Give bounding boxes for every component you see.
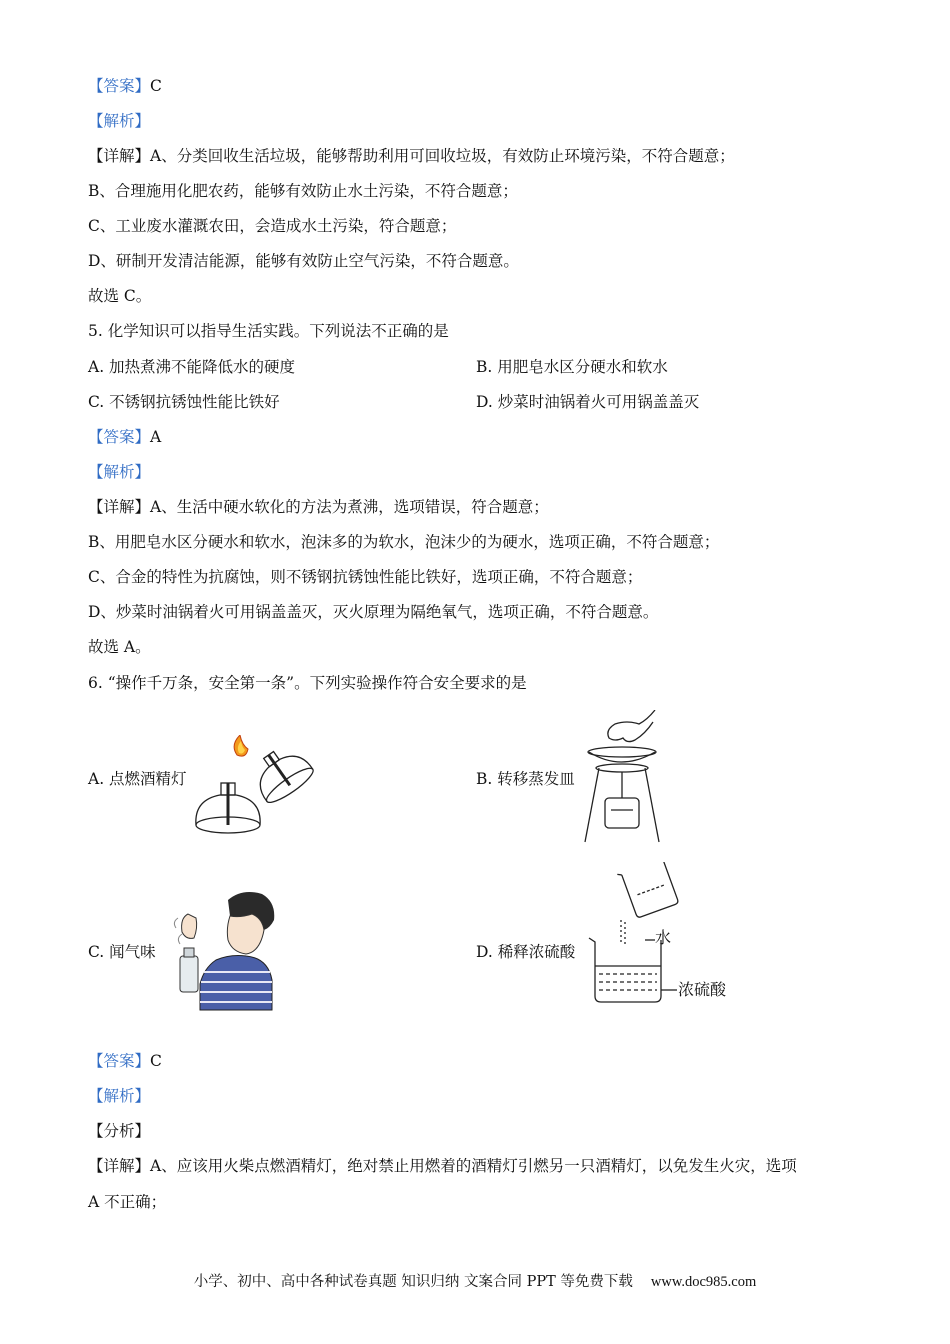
figure-smell-gas <box>170 888 280 1013</box>
q6-option-b: B. 转移蒸发皿 <box>476 770 575 788</box>
answer-tag: 【答案】 <box>88 1052 151 1070</box>
footer-url[interactable]: www.doc985.com <box>650 1274 757 1290</box>
q4-conclusion: 故选 C。 <box>88 287 152 305</box>
q6-option-d: D. 稀释浓硫酸 <box>476 943 576 961</box>
q5-detail-c: C、合金的特性为抗腐蚀，则不锈钢抗锈蚀性能比铁好，选项正确，不符合题意； <box>88 568 643 586</box>
detail-text: A、应该用火柴点燃酒精灯，绝对禁止用燃着的酒精灯引燃另一只酒精灯，以免发生火灾，选项 <box>150 1157 797 1175</box>
q4-analysis-tag: 【解析】 <box>88 112 151 130</box>
q6-answer-line <box>88 1051 162 1071</box>
q5-conclusion: 故选 A。 <box>88 638 151 656</box>
figure-evaporating-dish <box>575 710 670 845</box>
q5-detail-a <box>88 497 549 517</box>
q6-detail-a2: A 不正确； <box>88 1193 167 1211</box>
answer-value: C <box>150 77 162 95</box>
q5-detail-b: B、用肥皂水区分硬水和软水，泡沫多的为软水，泡沫少的为硬水，选项正确，不符合题意； <box>88 533 720 551</box>
q6-detail-a1 <box>88 1156 797 1176</box>
footer-text: 小学、初中、高中各种试卷真题 知识归纳 文案合同 PPT 等免费下载 <box>193 1274 633 1290</box>
answer-value: A <box>150 428 162 446</box>
q5-option-d: D. 炒菜时油锅着火可用锅盖盖灭 <box>476 393 700 411</box>
q5-option-a: A. 加热煮沸不能降低水的硬度 <box>88 358 296 376</box>
page-footer <box>0 1270 950 1291</box>
q5-stem: 5. 化学知识可以指导生活实践。下列说法不正确的是 <box>88 322 449 340</box>
detail-tag: 【详解】 <box>88 1157 151 1175</box>
answer-tag: 【答案】 <box>88 77 151 95</box>
figure-d-water-label: 水 <box>655 928 672 947</box>
figure-alcohol-lamp-lighting <box>190 735 325 840</box>
detail-tag: 【详解】 <box>88 498 151 516</box>
q4-detail-c: C、工业废水灌溉农田，会造成水土污染，符合题意； <box>88 217 457 235</box>
detail-text: A、生活中硬水软化的方法为煮沸，选项错误，符合题意； <box>150 498 549 516</box>
q4-detail-b: B、合理施用化肥农药，能够有效防止水土污染，不符合题意； <box>88 182 518 200</box>
answer-value: C <box>150 1052 162 1070</box>
q4-detail-d: D、研制开发清洁能源，能够有效防止空气污染，不符合题意。 <box>88 252 519 270</box>
q6-stem: 6. “操作千万条，安全第一条”。下列实验操作符合安全要求的是 <box>88 674 527 692</box>
q6-analysis2-tag: 【分析】 <box>88 1122 151 1140</box>
q5-option-c: C. 不锈钢抗锈蚀性能比铁好 <box>88 393 280 411</box>
detail-text: A、分类回收生活垃圾，能够帮助利用可回收垃圾，有效防止环境污染，不符合题意； <box>150 147 735 165</box>
q4-detail-a <box>88 146 735 166</box>
q6-option-c: C. 闻气味 <box>88 943 156 961</box>
q5-analysis-tag: 【解析】 <box>88 463 151 481</box>
q5-answer-line <box>88 427 161 447</box>
q6-option-a: A. 点燃酒精灯 <box>88 770 187 788</box>
answer-tag: 【答案】 <box>88 428 151 446</box>
figure-d-acid-label: 浓硫酸 <box>678 980 727 999</box>
q5-detail-d: D、炒菜时油锅着火可用锅盖盖灭，灭火原理为隔绝氧气，选项正确，不符合题意。 <box>88 603 659 621</box>
q5-option-b: B. 用肥皂水区分硬水和软水 <box>476 358 668 376</box>
q6-analysis-tag: 【解析】 <box>88 1087 151 1105</box>
detail-tag: 【详解】 <box>88 147 151 165</box>
q4-answer-line <box>88 76 162 96</box>
